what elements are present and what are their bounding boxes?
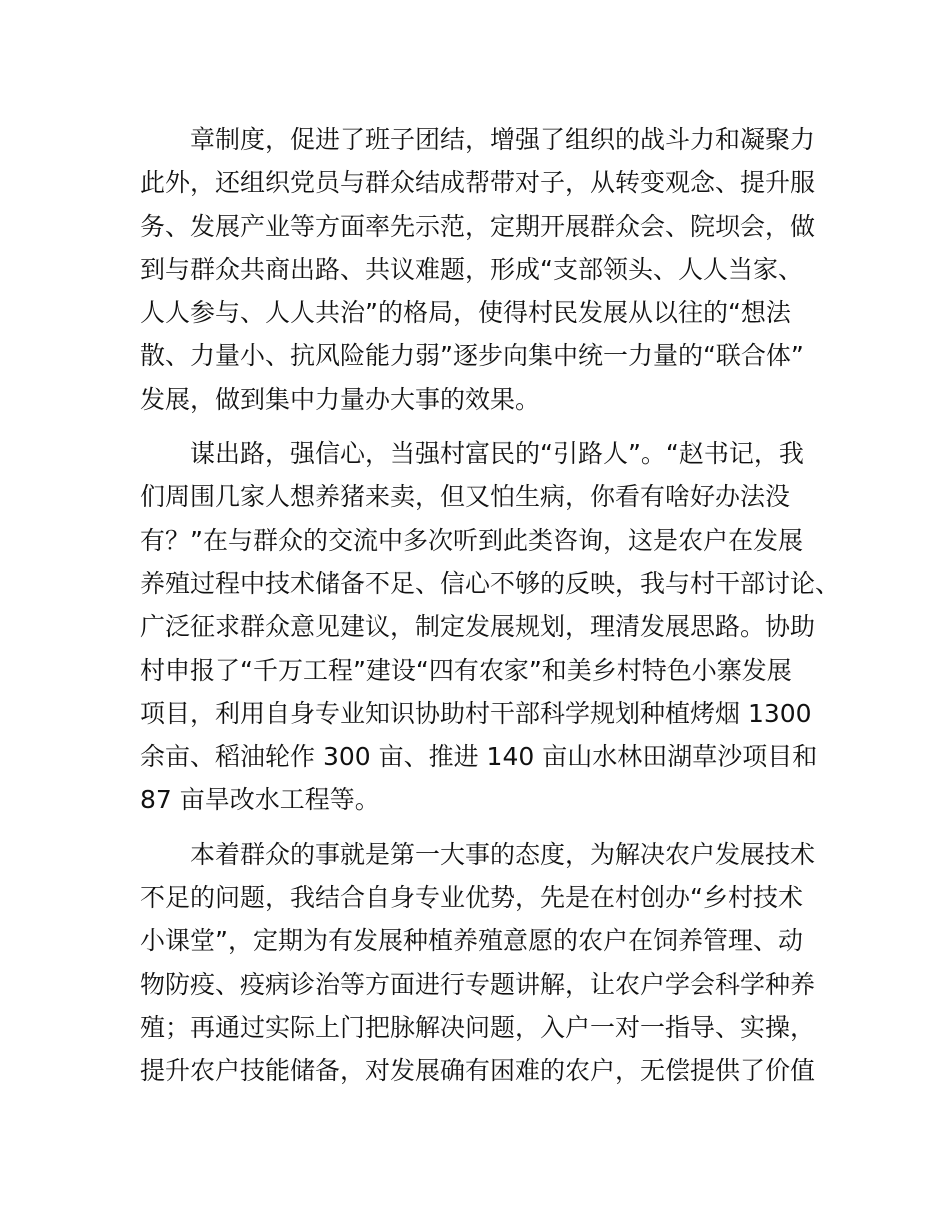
paragraph	[140, 432, 841, 822]
paragraph	[140, 118, 830, 421]
text-line: 谋出路，强信心，当强村富民的“引路人”。“赵书记，我	[190, 439, 804, 469]
text-line: 章制度，促进了班子团结，增强了组织的战斗力和凝聚力	[190, 125, 816, 154]
text-line: 余亩、稻油轮作 300 亩、推进 140 亩山水林田湖草沙项目和	[140, 742, 818, 772]
text-line: 广泛征求群众意见建议，制定发展规划，理清发展思路。协助	[140, 612, 816, 642]
text-line: 87 亩旱改水工程等。	[140, 785, 380, 815]
paragraph	[140, 833, 830, 1093]
text-line: 有？”在与群众的交流中多次听到此类咨询，这是农户在发展	[140, 525, 803, 555]
text-line: 人人参与、人人共治”的格局，使得村民发展从以往的“想法	[140, 298, 791, 328]
text-line: 务、发展产业等方面率先示范，定期开展群众会、院坝会，做	[140, 211, 816, 241]
text-line: 发展，做到集中力量办大事的效果。	[140, 384, 541, 414]
text-line: 项目，利用自身专业知识协助村干部科学规划种植烤烟 1300	[140, 698, 812, 728]
text-line: 村申报了“千万工程”建设“四有农家”和美乡村特色小寨发展	[140, 655, 792, 685]
text-line: 们周围几家人想养猪来卖，但又怕生病，你看有啥好办法没	[140, 482, 791, 512]
text-line: 不足的问题，我结合自身专业优势，先是在村创办“乡村技术	[140, 883, 803, 913]
text-line: 殖；再通过实际上门把脉解决问题，入户一对一指导、实操，	[140, 1012, 816, 1042]
text-line: 到与群众共商出路、共议难题，形成“支部领头、人人当家、	[140, 254, 803, 284]
text-line: 本着群众的事就是第一大事的态度，为解决农户发展技术	[190, 839, 816, 869]
text-line: 散、力量小、抗风险能力弱”逐步向集中统一力量的“联合体”	[140, 341, 804, 371]
text-line: 提升农户技能储备，对发展确有困难的农户，无偿提供了价值	[140, 1056, 816, 1086]
text-line: 养殖过程中技术储备不足、信心不够的反映，我与村干部讨论、	[140, 568, 841, 598]
document-page	[140, 118, 841, 1104]
text-line: 物防疫、疫病诊治等方面进行专题讲解，让农户学会科学种养	[140, 969, 816, 999]
text-line: 此外，还组织党员与群众结成帮带对子，从转变观念、提升服	[140, 168, 816, 198]
text-line: 小课堂”，定期为有发展种植养殖意愿的农户在饲养管理、动	[140, 926, 803, 956]
